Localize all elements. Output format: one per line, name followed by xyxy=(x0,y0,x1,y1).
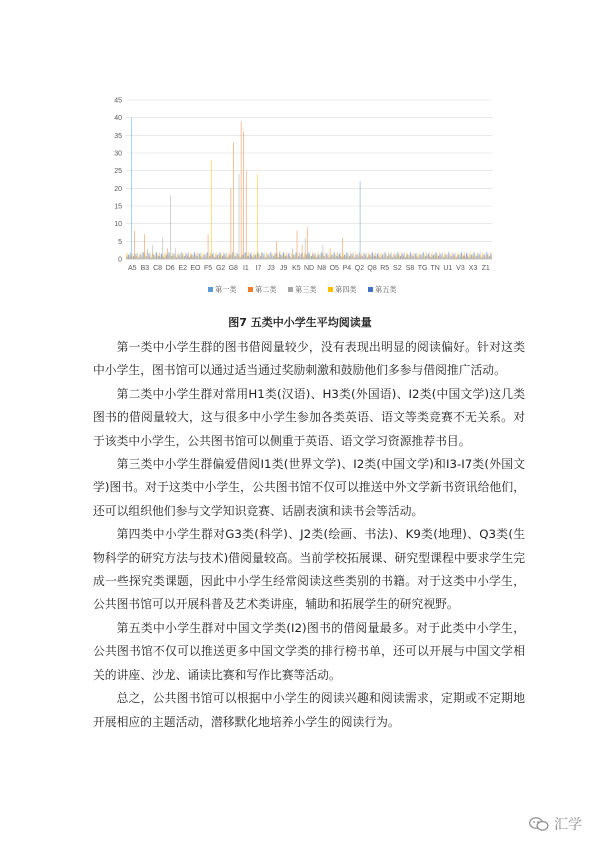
y-tick-label: 25 xyxy=(114,168,122,176)
watermark xyxy=(529,814,582,834)
legend-swatch-2 xyxy=(288,287,293,292)
article-body xyxy=(93,336,525,734)
x-tick-label: Q2 xyxy=(354,265,365,272)
x-tick-label: I1 xyxy=(242,265,249,272)
x-tick-label: TG xyxy=(417,265,428,272)
x-tick-label: S2 xyxy=(393,265,402,272)
paragraph-3: 第三类中小学生群偏爱借阅I1类(世界文学)、I2类(中国文学)和I3-I7类(外国文学)图书。对于这类中小学生，公共图书馆不仅可以推送中外文学新书资讯给他们，还可以组织他们参与文学知识竞赛、话剧表演和读书会等活动。 xyxy=(93,457,525,518)
x-tick-label: O5 xyxy=(329,265,339,272)
x-tick-label: Q8 xyxy=(367,265,377,272)
legend-swatch-4 xyxy=(368,287,373,292)
legend-label-3: 第四类 xyxy=(335,285,357,294)
x-tick-label: S8 xyxy=(405,265,415,272)
legend-swatch-1 xyxy=(248,287,253,292)
legend-swatch-3 xyxy=(328,287,333,292)
x-tick-label: Z1 xyxy=(481,265,490,272)
x-tick-label: R5 xyxy=(380,265,390,272)
wechat-icon xyxy=(529,817,549,831)
paragraph-4: 第四类中小学生群对G3类(科学)、J2类(绘画、书法)、K9类(地理)、Q3类(生物科学的研究方法与技术)借阅量较高。当前学校拓展课、研究型课程中要求学生完成一些探究类课题，因此中小学生经常阅读这些类别的书籍。对于这类中小学生，公共图书馆可以开展科普及艺术类讲座，辅助和拓展学生的研究视野。 xyxy=(93,527,525,612)
x-tick-label: A5 xyxy=(128,265,137,272)
x-tick-label: E2 xyxy=(178,265,188,272)
x-tick-label: K5 xyxy=(292,265,301,272)
y-tick-label: 20 xyxy=(114,185,122,193)
y-tick-label: 5 xyxy=(118,238,122,246)
x-tick-label: C8 xyxy=(153,265,163,272)
watermark-text: 汇学 xyxy=(554,817,582,833)
legend-label-2: 第三类 xyxy=(295,285,317,294)
x-tick-label: B3 xyxy=(140,265,150,272)
legend-label-1: 第二类 xyxy=(255,285,277,294)
x-tick-label: V3 xyxy=(456,265,465,272)
x-tick-label: F5 xyxy=(203,265,213,272)
y-tick-label: 45 xyxy=(114,97,122,105)
x-tick-label: J9 xyxy=(280,265,288,272)
x-tick-label: J3 xyxy=(267,265,275,272)
x-tick-label: TN xyxy=(430,265,440,272)
paragraph-2: 第二类中小学生群对常用H1类(汉语)、H3类(外国语)、I2类(中国文学)这几类图书的借阅量较大，这与很多中小学生参加各类英语、语文等类竞赛不无关系。对于该类中小学生，公共图书馆可以侧重于英语、语文学习资源推荐书目。 xyxy=(93,386,525,448)
paragraph-6: 总之，公共图书馆可以根据中小学生的阅读兴趣和阅读需求，定期或不定期地开展相应的主题活动，潜移默化地培养小学生的阅读行为。 xyxy=(93,691,525,729)
x-tick-label: ND xyxy=(303,265,315,272)
paragraph-1: 第一类中小学生群的图书借阅量较少，没有表现出明显的阅读偏好。针对这类中小学生，图书馆可以通过适当通过奖励刺激和鼓励他们多参与借阅推广活动。 xyxy=(93,340,525,378)
y-tick-label: 15 xyxy=(114,203,122,211)
paragraph-5: 第五类中小学生群对中国文学类(I2)图书的借阅量最多。对于此类中小学生，公共图书馆不仅可以推送更多中国文学类的排行榜书单，还可以开展与中国文学相关的讲座、沙龙、诵读比赛和写作比赛等活动。 xyxy=(93,620,525,682)
x-tick-label: P4 xyxy=(342,265,352,272)
y-tick-label: 10 xyxy=(114,221,122,229)
chart-legend xyxy=(208,285,397,294)
x-tick-label: D6 xyxy=(165,265,175,272)
chart-gridlines xyxy=(126,100,492,259)
legend-label-4: 第五类 xyxy=(375,285,397,294)
x-axis xyxy=(128,265,490,272)
x-tick-label: X3 xyxy=(468,265,478,272)
legend-label-0: 第一类 xyxy=(215,285,237,294)
x-tick-label: G2 xyxy=(215,265,226,272)
y-tick-label: 40 xyxy=(114,115,122,123)
x-tick-label: U1 xyxy=(443,265,453,272)
y-tick-label: 0 xyxy=(118,256,122,264)
bar-chart xyxy=(108,92,498,304)
figure-caption: 图7 五类中小学生平均阅读量 xyxy=(228,316,372,329)
x-tick-label: G8 xyxy=(228,265,238,272)
y-axis xyxy=(114,98,122,264)
x-tick-label: N8 xyxy=(317,265,327,272)
y-tick-label: 30 xyxy=(114,150,122,158)
legend-swatch-0 xyxy=(208,287,213,292)
x-tick-label: I7 xyxy=(255,265,262,272)
y-tick-label: 35 xyxy=(114,132,122,140)
x-tick-label: EO xyxy=(190,265,201,272)
